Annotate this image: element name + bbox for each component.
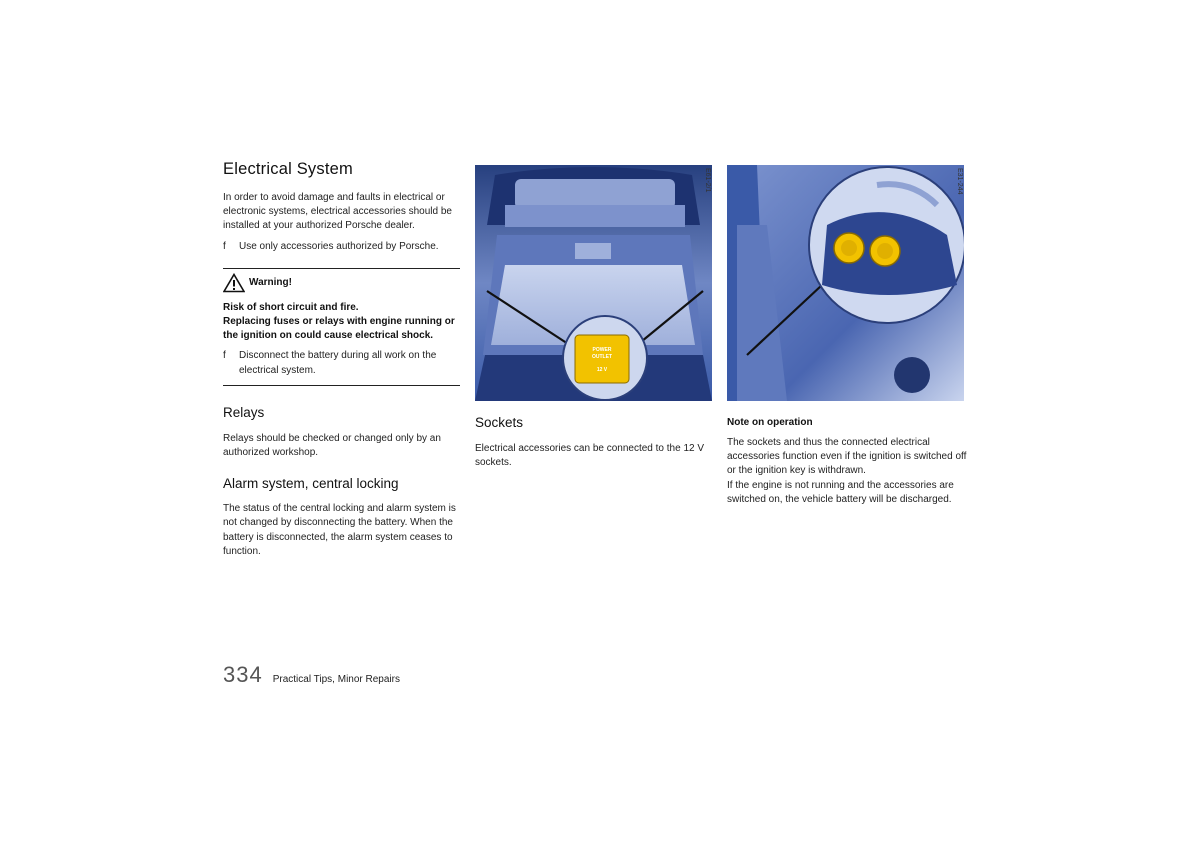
- bullet-disconnect: [223, 349, 460, 377]
- socket-label-voltage: 12 V: [596, 367, 608, 373]
- warning-triangle-icon: [223, 273, 245, 293]
- left-column: [223, 160, 460, 559]
- bullet-text: Use only accessories authorized by Porsche.: [239, 240, 439, 252]
- alarm-paragraph: The status of the central locking and alarm system is not changed by disconnecting the battery. When the battery is disconnected, the alarm system ceases to function.: [223, 503, 456, 557]
- cargo-area-photo: [475, 165, 712, 401]
- relays-paragraph: Relays should be checked or changed only by an authorized workshop.: [223, 432, 441, 459]
- relays-heading: Relays: [223, 404, 265, 420]
- warning-label: Warning!: [249, 277, 292, 289]
- bullet-mark: f: [223, 350, 226, 362]
- warning-risk: Risk of short circuit and fire.: [223, 301, 359, 313]
- warning-header: [223, 268, 460, 293]
- page-title: Electrical System: [223, 160, 353, 178]
- console-sockets-illustration: [727, 165, 964, 401]
- note-heading: Note on operation: [727, 417, 813, 428]
- image-code: E31-244: [956, 168, 963, 195]
- alarm-heading: Alarm system, central locking: [223, 476, 399, 492]
- note-paragraph-2: If the engine is not running and the accessories are switched on, the vehicle battery will be discharged.: [727, 479, 954, 505]
- sockets-heading: Sockets: [475, 415, 524, 430]
- bullet-text: Disconnect the battery during all work on the electrical system.: [239, 350, 437, 376]
- image-code: E61-2/1: [704, 168, 711, 193]
- bullet-mark: f: [223, 240, 226, 252]
- socket-label-power: POWER: [592, 347, 612, 353]
- cargo-area-illustration: [475, 165, 712, 401]
- section-name: Practical Tips, Minor Repairs: [272, 674, 400, 685]
- socket-label-outlet: OUTLET: [592, 354, 612, 360]
- note-block: [727, 417, 967, 507]
- warning-end: [223, 349, 460, 385]
- bullet-accessories: [223, 240, 460, 254]
- sockets-paragraph: Electrical accessories can be connected to the 12 V sockets.: [475, 443, 705, 469]
- warning-detail: Replacing fuses or relays with engine running or the ignition on could cause electrical shock.: [223, 316, 455, 342]
- page-footer: [223, 662, 400, 688]
- intro-paragraph: In order to avoid damage and faults in electrical or electronic systems, electrical accessories should be installed at your authorized Porsche dealer.: [223, 192, 452, 232]
- console-sockets-photo: [727, 165, 964, 401]
- page-number: 334: [223, 662, 263, 687]
- note-paragraph-1: The sockets and thus the connected electrical accessories function even if the ignition is switched off or the ignition key is withdrawn.: [727, 437, 967, 477]
